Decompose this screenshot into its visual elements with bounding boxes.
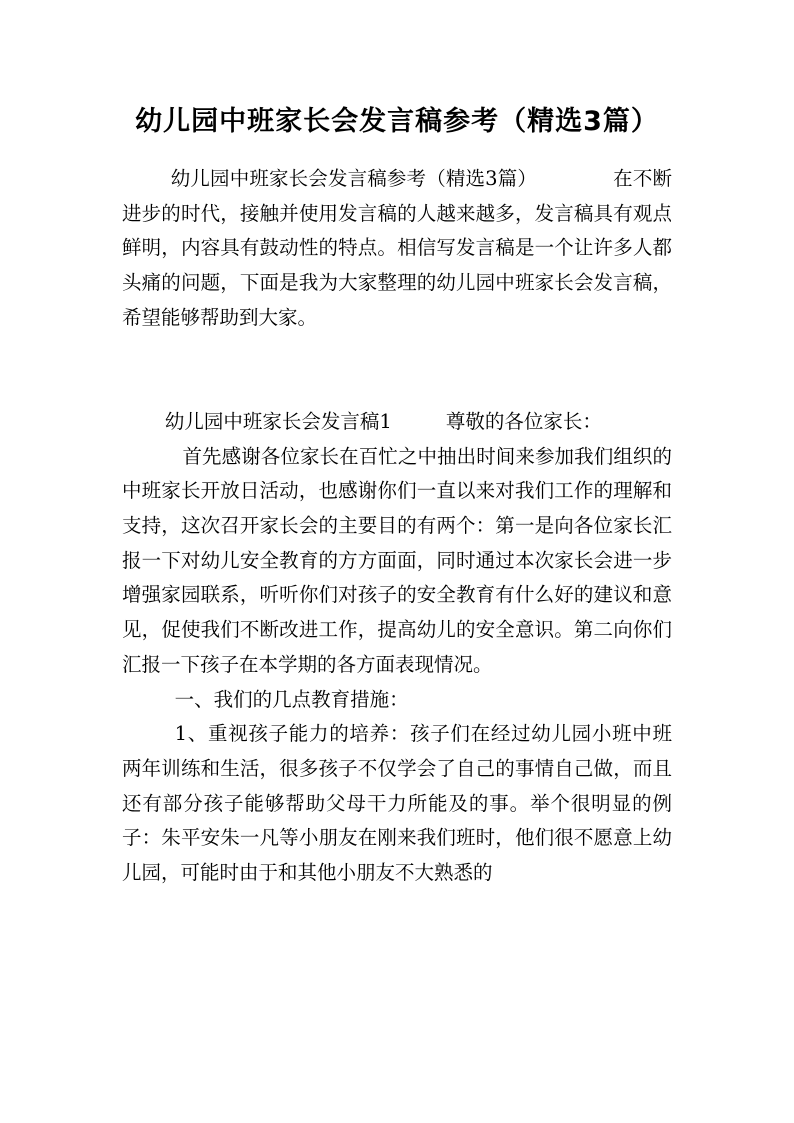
section1-paragraph-2: 1、重视孩子能力的培养：孩子们在经过幼儿园小班中班两年训练和生活，很多孩子不仅学会了自己的事情自己做，而且还有部分孩子能够帮助父母干力所能及的事。举个很明显的例子：朱平安朱一凡等小朋友在刚来我们班时，他们很不愿意上幼儿园，可能时由于和其他小朋友不大熟悉的 xyxy=(122,722,672,885)
intro-paragraph xyxy=(122,162,672,336)
section1-subheading: 一、我们的几点教育措施： xyxy=(174,687,409,711)
paragraph-gap xyxy=(122,336,672,371)
intro-text: 在不断进步的时代，接触并使用发言稿的人越来越多，发言稿具有观点鲜明，内容具有鼓动性的特点。相信写发言稿是一个让许多人都头痛的问题，下面是我为大家整理的幼儿园中班家长会发言稿，希望能够帮助到大家。 xyxy=(122,167,672,329)
document-title: 幼儿园中班家长会发言稿参考（精选3篇） xyxy=(135,106,659,137)
section1-heading-line xyxy=(122,405,672,440)
intro-heading: 幼儿园中班家长会发言稿参考（精选3篇） xyxy=(170,167,538,190)
section1-heading: 幼儿园中班家长会发言稿1 xyxy=(164,409,392,433)
section1-salutation: 尊敬的各位家长： xyxy=(445,409,602,433)
document-body xyxy=(122,162,672,891)
section1-paragraph-1: 首先感谢各位家长在百忙之中抽出时间来参加我们组织的中班家长开放日活动，也感谢你们一直以来对我们工作的理解和支持，这次召开家长会的主要目的有两个：第一是向各位家长汇报一下对幼儿安全教育的方方面面，同时通过本次家长会进一步增强家园联系，听听你们对孩子的安全教育有什么好的建议和意见，促使我们不断改进工作，提高幼儿的安全意识。第二向你们汇报一下孩子在本学期的各方面表现情况。 xyxy=(122,444,672,676)
paragraph-gap xyxy=(122,370,672,405)
